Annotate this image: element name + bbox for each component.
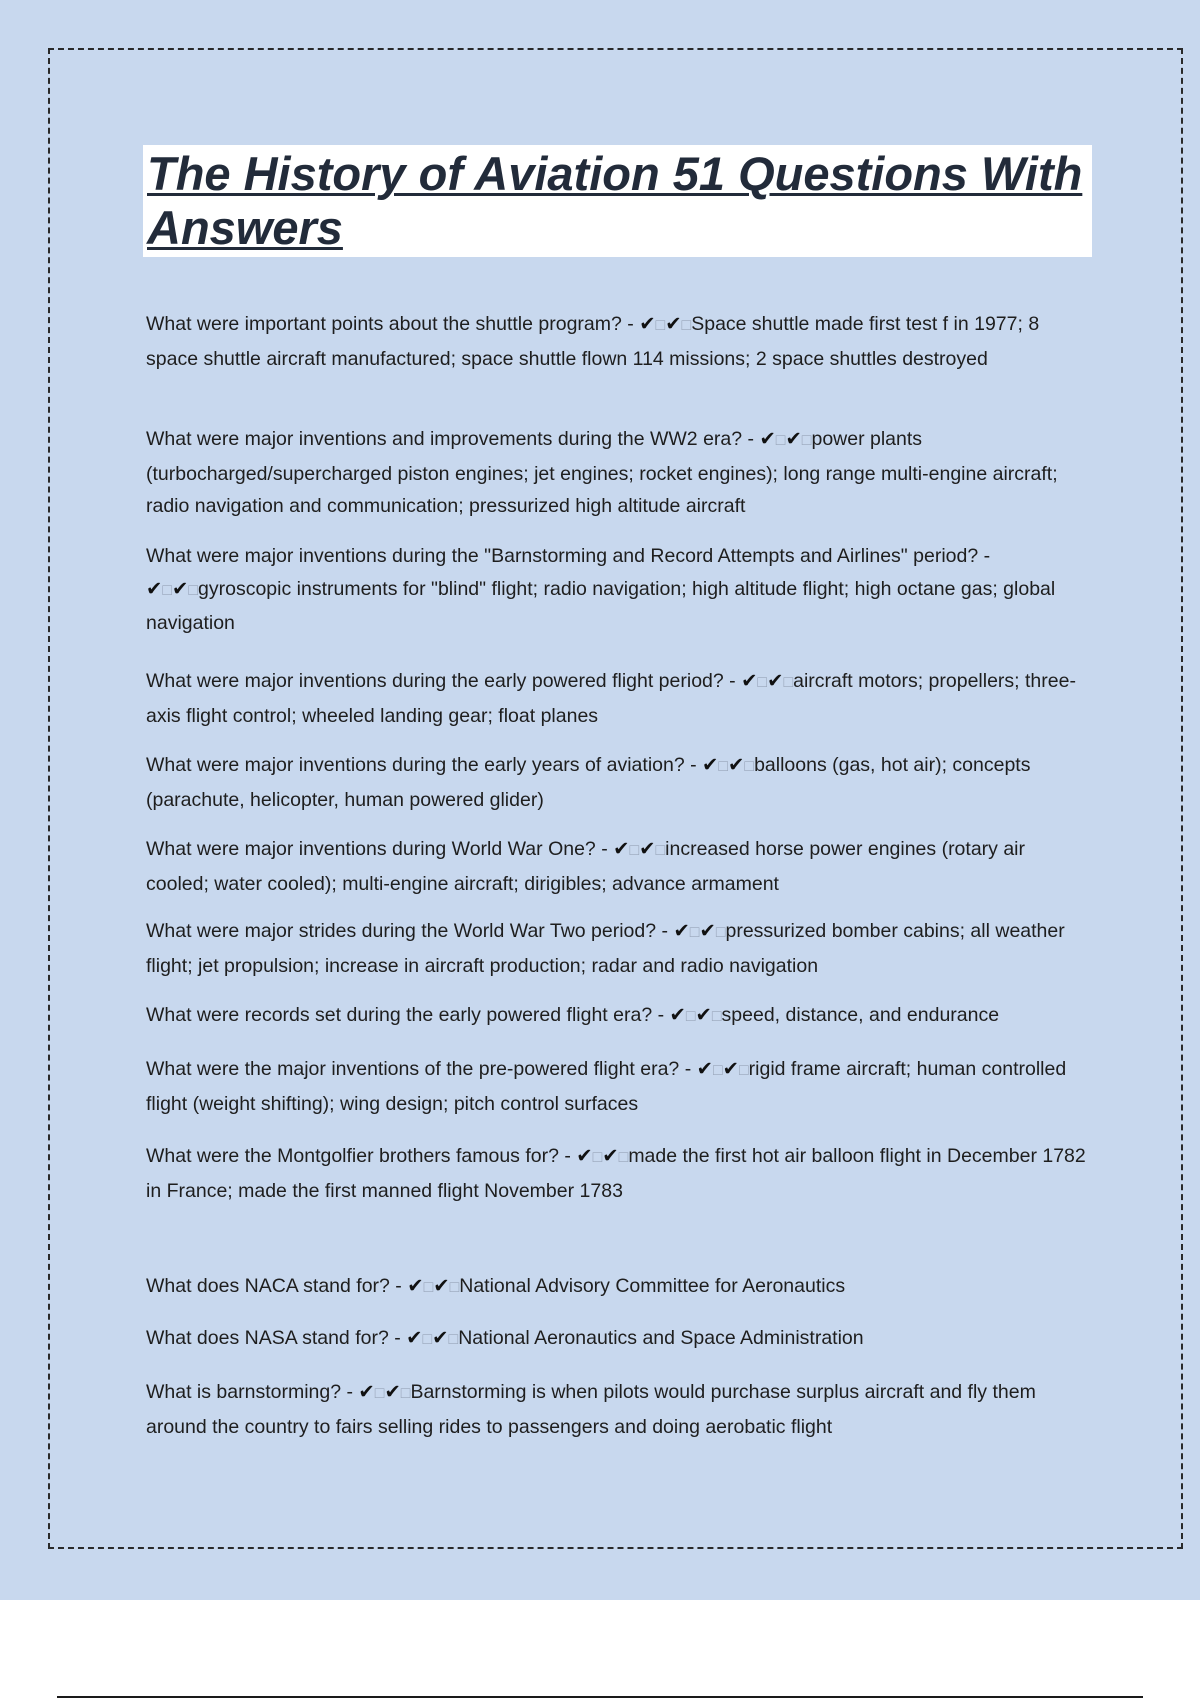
box-glyph-icon: □ xyxy=(655,317,666,334)
answer-text: power plants (turbocharged/supercharged piston engines; jet engines; rocket engines); long range multi-engine aircraft; radio navigation and communication; pressurized high altitude aircraft xyxy=(146,428,1058,517)
box-glyph-icon: □ xyxy=(744,758,755,775)
checkmark-icon: ✔ xyxy=(728,754,745,776)
answer-separator: - xyxy=(978,545,991,567)
answer-separator: - xyxy=(341,1381,359,1403)
answer-separator: - xyxy=(389,1275,408,1297)
answer-separator: - xyxy=(656,920,674,942)
answer-text: pressurized bomber cabins; all weather flight; jet propulsion; increase in aircraft production; radar and radio navigation xyxy=(146,920,1065,977)
box-glyph-icon: □ xyxy=(423,1279,434,1296)
box-glyph-icon: □ xyxy=(448,1331,459,1348)
answer-text: rigid frame aircraft; human controlled flight (weight shifting); wing design; pitch control surfaces xyxy=(146,1058,1067,1115)
qa-item xyxy=(146,915,1091,982)
checkmark-icon: ✔ xyxy=(639,838,656,860)
qa-item xyxy=(146,749,1091,816)
answer-separator: - xyxy=(679,1058,697,1080)
box-glyph-icon: □ xyxy=(689,924,700,941)
qa-item xyxy=(146,833,1091,900)
checkmark-icon: ✔ xyxy=(785,428,802,450)
qa-item xyxy=(146,1322,1091,1357)
qa-item xyxy=(146,1270,1091,1305)
box-glyph-icon: □ xyxy=(188,581,199,599)
question-text: What were important points about the shuttle program? xyxy=(146,313,622,335)
checkmark-icon: ✔ xyxy=(665,313,682,335)
question-text: What were the major inventions of the pre-powered flight era? xyxy=(146,1058,680,1080)
box-glyph-icon: □ xyxy=(738,1062,749,1079)
box-glyph-icon: □ xyxy=(374,1385,385,1402)
answer-text: National Aeronautics and Space Administration xyxy=(458,1327,864,1349)
box-glyph-icon: □ xyxy=(618,1149,629,1166)
qa-item xyxy=(146,540,1091,640)
qa-item xyxy=(146,1376,1091,1443)
checkmark-icon: ✔ xyxy=(432,1327,449,1349)
qa-item xyxy=(146,999,1091,1034)
box-glyph-icon: □ xyxy=(685,1008,696,1025)
checkmark-icon: ✔ xyxy=(695,1004,712,1026)
answer-text: aircraft motors; propellers; three-axis flight control; wheeled landing gear; float planes xyxy=(146,670,1076,727)
qa-item xyxy=(146,308,1091,375)
box-glyph-icon: □ xyxy=(655,842,666,859)
checkmark-icon: ✔ xyxy=(669,1004,686,1026)
box-glyph-icon: □ xyxy=(783,674,794,691)
box-glyph-icon: □ xyxy=(715,924,726,941)
answer-text: Space shuttle made first test f in 1977; 8 space shuttle aircraft manufactured; space shuttle flown 114 missions; 2 space shuttles destroyed xyxy=(146,313,1040,370)
answer-text: made the first hot air balloon flight in December 1782 in France; made the first manned flight November 1783 xyxy=(146,1145,1086,1202)
checkmark-icon: ✔ xyxy=(406,1327,423,1349)
answer-separator: - xyxy=(684,754,703,776)
bottom-divider xyxy=(57,1696,1143,1698)
box-glyph-icon: □ xyxy=(712,1062,723,1079)
checkmark-icon: ✔ xyxy=(407,1275,424,1297)
box-glyph-icon: □ xyxy=(681,317,692,334)
answer-text: balloons (gas, hot air); concepts (parachute, helicopter, human powered glider) xyxy=(146,754,1031,811)
question-text: What were the Montgolfier brothers famous for? xyxy=(146,1145,559,1167)
question-text: What were records set during the early powered flight era? xyxy=(146,1004,653,1026)
checkmark-icon: ✔ xyxy=(433,1275,450,1297)
box-glyph-icon: □ xyxy=(801,432,812,449)
answer-text: Barnstorming is when pilots would purchase surplus aircraft and fly them around the country to fairs selling rides to passengers and doing aerobatic flight xyxy=(146,1381,1036,1438)
qa-item xyxy=(146,423,1091,523)
question-text: What does NASA stand for? xyxy=(146,1327,389,1349)
checkmark-icon: ✔ xyxy=(384,1381,401,1403)
checkmark-icon: ✔ xyxy=(358,1381,375,1403)
checkmark-icon: ✔ xyxy=(602,1145,619,1167)
qa-item xyxy=(146,1140,1091,1207)
box-glyph-icon: □ xyxy=(400,1385,411,1402)
checkmark-icon: ✔ xyxy=(146,577,163,600)
answer-separator: - xyxy=(742,428,760,450)
box-glyph-icon: □ xyxy=(775,432,786,449)
answer-separator: - xyxy=(621,313,640,335)
question-text: What were major inventions and improvements during the WW2 era? xyxy=(146,428,743,450)
answer-separator: - xyxy=(652,1004,670,1026)
checkmark-icon: ✔ xyxy=(172,577,189,600)
box-glyph-icon: □ xyxy=(592,1149,603,1166)
answer-separator: - xyxy=(723,670,742,692)
checkmark-icon: ✔ xyxy=(741,670,758,692)
question-text: What were major strides during the World War Two period? xyxy=(146,920,657,942)
question-text: What were major inventions during the early years of aviation? xyxy=(146,754,685,776)
question-text: What were major inventions during the "Barnstorming and Record Attempts and Airlines" period? xyxy=(146,545,979,567)
checkmark-icon: ✔ xyxy=(767,670,784,692)
checkmark-icon: ✔ xyxy=(759,428,776,450)
checkmark-icon: ✔ xyxy=(699,920,716,942)
qa-item xyxy=(146,1053,1091,1120)
box-glyph-icon: □ xyxy=(162,581,173,599)
answer-separator: - xyxy=(558,1145,577,1167)
checkmark-icon: ✔ xyxy=(576,1145,593,1167)
answer-separator: - xyxy=(595,838,614,860)
answer-text: increased horse power engines (rotary air cooled; water cooled); multi-engine aircraft; dirigibles; advance armament xyxy=(146,838,1026,895)
question-text: What were major inventions during the early powered flight period? xyxy=(146,670,724,692)
checkmark-icon: ✔ xyxy=(639,313,656,335)
question-text: What is barnstorming? xyxy=(146,1381,342,1403)
checkmark-icon: ✔ xyxy=(673,920,690,942)
question-text: What does NACA stand for? xyxy=(146,1275,390,1297)
box-glyph-icon: □ xyxy=(711,1008,722,1025)
question-text: What were major inventions during World War One? xyxy=(146,838,596,860)
answer-text: gyroscopic instruments for "blind" flight; radio navigation; high altitude flight; high octane gas; global navigation xyxy=(146,577,1056,634)
box-glyph-icon: □ xyxy=(718,758,729,775)
box-glyph-icon: □ xyxy=(629,842,640,859)
box-glyph-icon: □ xyxy=(422,1331,433,1348)
box-glyph-icon: □ xyxy=(449,1279,460,1296)
checkmark-icon: ✔ xyxy=(702,754,719,776)
qa-item xyxy=(146,665,1091,732)
box-glyph-icon: □ xyxy=(757,674,768,691)
answer-text: National Advisory Committee for Aeronautics xyxy=(459,1275,846,1297)
checkmark-icon: ✔ xyxy=(722,1058,739,1080)
document-title: The History of Aviation 51 Questions With Answers xyxy=(147,147,1083,254)
answer-text: speed, distance, and endurance xyxy=(721,1004,1000,1026)
answer-separator: - xyxy=(388,1327,407,1349)
checkmark-icon: ✔ xyxy=(696,1058,713,1080)
checkmark-icon: ✔ xyxy=(613,838,630,860)
